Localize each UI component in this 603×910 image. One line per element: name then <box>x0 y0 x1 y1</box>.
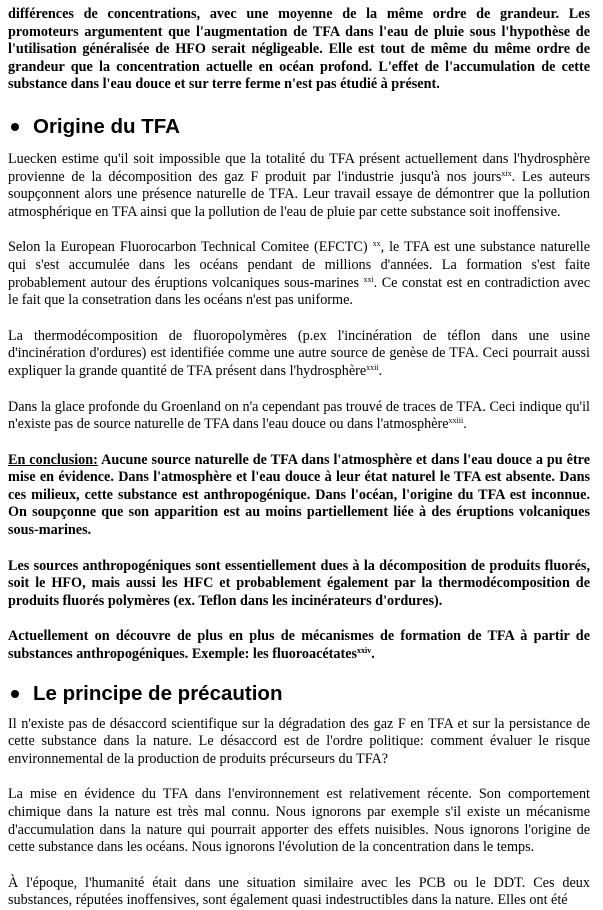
paragraph-thermodecomposition <box>8 328 590 381</box>
section-heading-text: Le principe de précaution <box>33 681 283 705</box>
paragraph-desaccord: Il n'existe pas de désaccord scientifique sur la dégradation des gaz F en TFA et sur la persistance de cette substance dans la nature. Le désaccord est de l'ordre politique: comment évaluer le risque environnemental de la production de produits précurseurs du TFA? <box>8 715 590 767</box>
text-run: Luecken estime qu'il soit impossible que la totalité du TFA présent actuellement dans l'hydrosphère provienne de la décomposition des gaz F produit par l'industrie jusqu'à nos jours <box>8 150 590 185</box>
text-run: Dans la glace profonde du Groenland on n'a cependant pas trouvé de traces de TFA. Ceci indique qu'il n'existe pas de source naturelle de TFA dans l'eau douce ou dans l'atmosphère <box>8 398 590 433</box>
section-heading-text: Origine du TFA <box>33 114 180 138</box>
footnote-ref: xxii <box>366 362 379 372</box>
footnote-ref: xxiii <box>448 416 464 426</box>
bullet-icon <box>11 690 19 698</box>
text-run: . <box>371 646 375 663</box>
section-heading-origine <box>8 115 590 139</box>
paragraph-mise-en-evidence: La mise en évidence du TFA dans l'environnement est relativement récente. Son comportement chimique dans la nature est très mal connu. Nous ignorons par exemple s'il existe un mécanisme d'accumulation dans la nature qui pourrait apporter des effets nuisibles. Nous ignorons l'origine de cette substance dans les océans. Nous ignorons l'évolution de la concentration dans le temps. <box>8 786 590 856</box>
text-run: . Les auteurs soupçonnent alors une présence naturelle de TFA. Leur travail essaye de démontrer que la pollution atmosphérique en TFA ainsi que la pollution de l'eau de pluie par cette substance soit inoffensive. <box>8 168 590 220</box>
text-run: Aucune source naturelle de TFA dans l'atmosphère et dans l'eau douce a pu être mise en évidence. Dans l'atmosphère et l'eau douce à leur état naturel le TFA est absente. Dans ces milieux, cette substance est anthropogénique. Dans l'océan, l'origine du TFA est inconnue. On soupçonne que son apparition est au moins partiellement liée à des éruptions volcaniques sous-marines. <box>8 451 591 539</box>
text-run: . Ce constat est en contradiction avec le fait que la consetration dans les océans n'est pas uniforme. <box>8 274 590 309</box>
document-page <box>8 6 590 910</box>
text-run: La thermodécomposition de fluoropolymères (p.ex l'incinération de téflon dans une usine d'incinération d'ordures) est identifiée comme une autre source de genèse de TFA. Ceci pourrait aussi expliquer la grande quantité de TFA présent dans l'hydrosphère <box>8 327 590 379</box>
text-run: . <box>463 416 467 433</box>
footnote-ref: xxi <box>363 274 374 284</box>
text-run: Selon la European Fluorocarbon Technical Comitee (EFCTC) <box>8 239 373 256</box>
conclusion-label: En conclusion: <box>8 451 98 468</box>
text-run: , le TFA est une substance naturelle qui s'est accumulée dans les océans pendant de millions d'années. La formation s'est faite probablement autour des éruptions volcaniques sous-marines <box>8 239 590 291</box>
paragraph-efctc <box>8 239 590 309</box>
paragraph-conclusion <box>8 452 590 540</box>
section-heading-precaution <box>8 682 590 706</box>
paragraph-sources-anthropogeniques: Les sources anthropogéniques sont essentiellement dues à la décomposition de produits fluorés, soit le HFO, mais aussi les HFC et probablement également par la thermodécomposition de produits fluorés polymères (ex. Teflon dans les incinérateurs d'ordures). <box>8 557 590 609</box>
paragraph-fluoroacetates <box>8 628 590 663</box>
paragraph-pcb-ddt: À l'époque, l'humanité était dans une situation similaire avec les PCB ou le DDT. Ces deux substances, réputées inoffensives, sont également quasi indestructibles dans la nature. Elles ont été <box>8 874 590 909</box>
text-run: Actuellement on découvre de plus en plus de mécanismes de formation de TFA à partir de substances anthropogéniques. Exemple: les fluoroacétates <box>8 628 590 663</box>
footnote-ref: xxiv <box>357 646 372 656</box>
footnote-ref: xix <box>501 168 512 178</box>
intro-paragraph: différences de concentrations, avec une moyenne de la même ordre de grandeur. Les promoteurs argumentent que l'augmentation de TFA dans l'eau de pluie sous l'hypothèse de l'utilisation généralisée de HFO serait négligeable. Elle est tout de même du même ordre de grandeur que la concentration actuelle en océan profond. L'effet de l'accumulation de cette substance dans l'eau douce et sur terre ferme n'est pas étudié à présent. <box>8 6 590 93</box>
footnote-ref: xx <box>372 239 381 249</box>
text-run: . <box>378 362 383 379</box>
paragraph-groenland <box>8 399 590 434</box>
paragraph-luecken <box>8 151 590 221</box>
bullet-icon <box>11 123 19 131</box>
